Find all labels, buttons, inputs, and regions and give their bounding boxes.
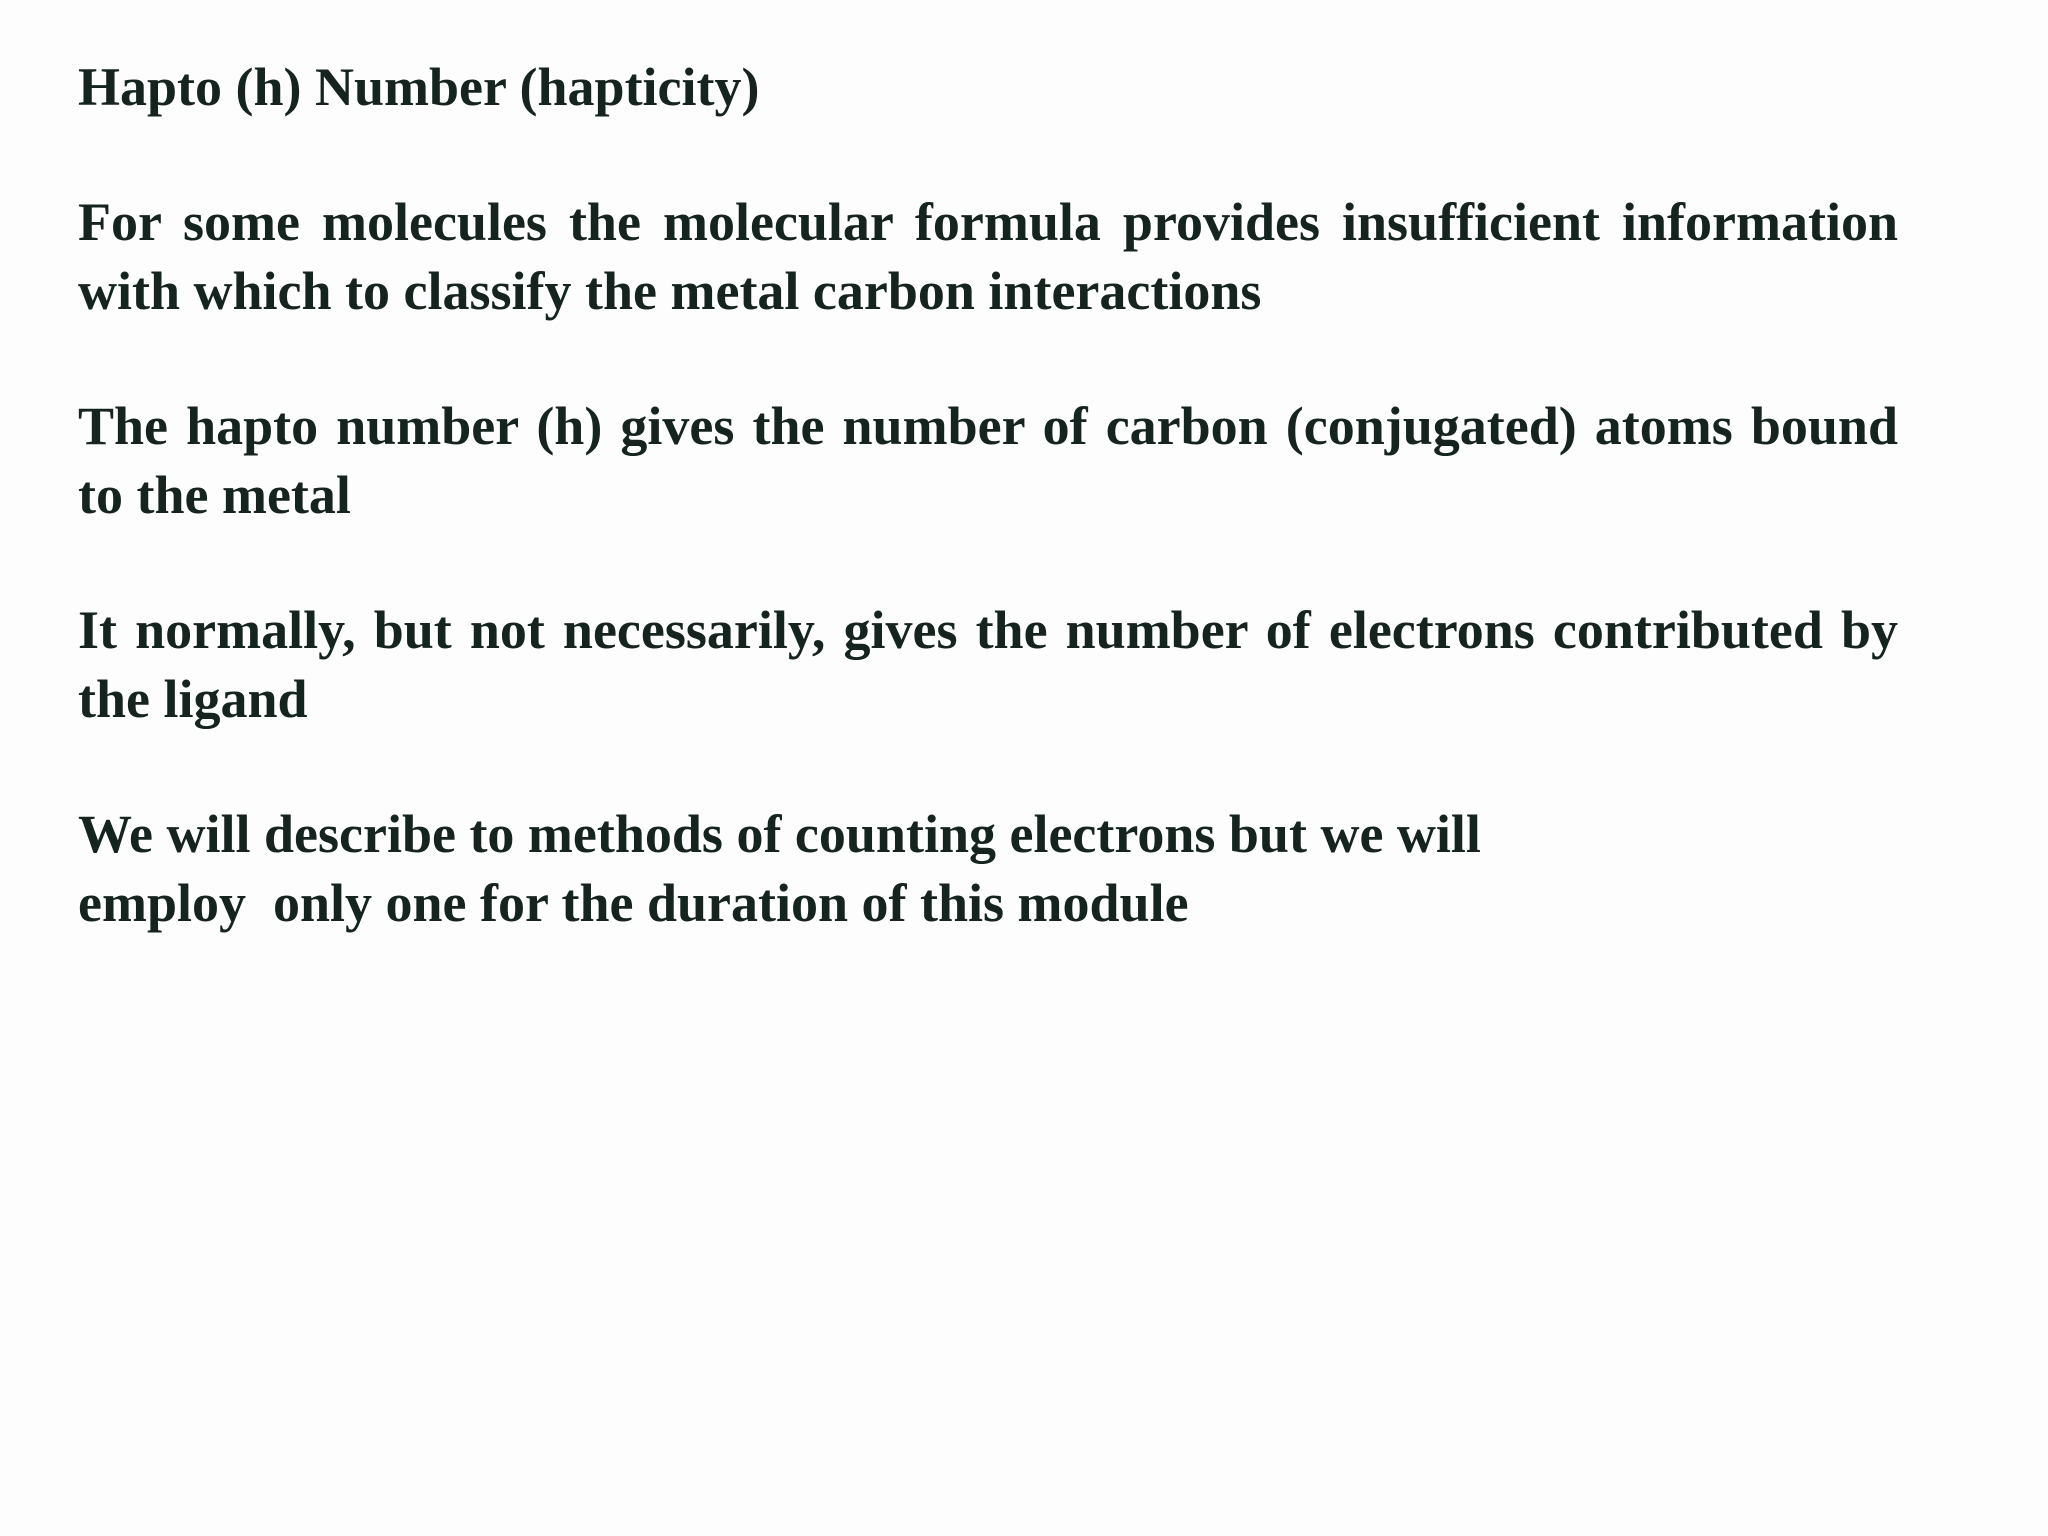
paragraph-electrons-contributed: It normally, but not necessarily, gives the number of electrons contributed by the ligand	[78, 600, 1898, 729]
paragraph-hapto-number: The hapto number (h) gives the number of carbon (conjugated) atoms bound to the metal	[78, 396, 1898, 525]
slide-title: Hapto (h) Number (hapticity)	[78, 57, 760, 117]
paragraph-molecular-formula: For some molecules the molecular formula provides insufficient information with which to classify the metal carbon interactions	[78, 192, 1898, 321]
paragraph-line: employ only one for the duration of this module	[78, 873, 1189, 933]
paragraph-line: We will describe to methods of counting electrons but we will	[78, 804, 1481, 864]
paragraph-counting-methods	[78, 800, 1898, 938]
